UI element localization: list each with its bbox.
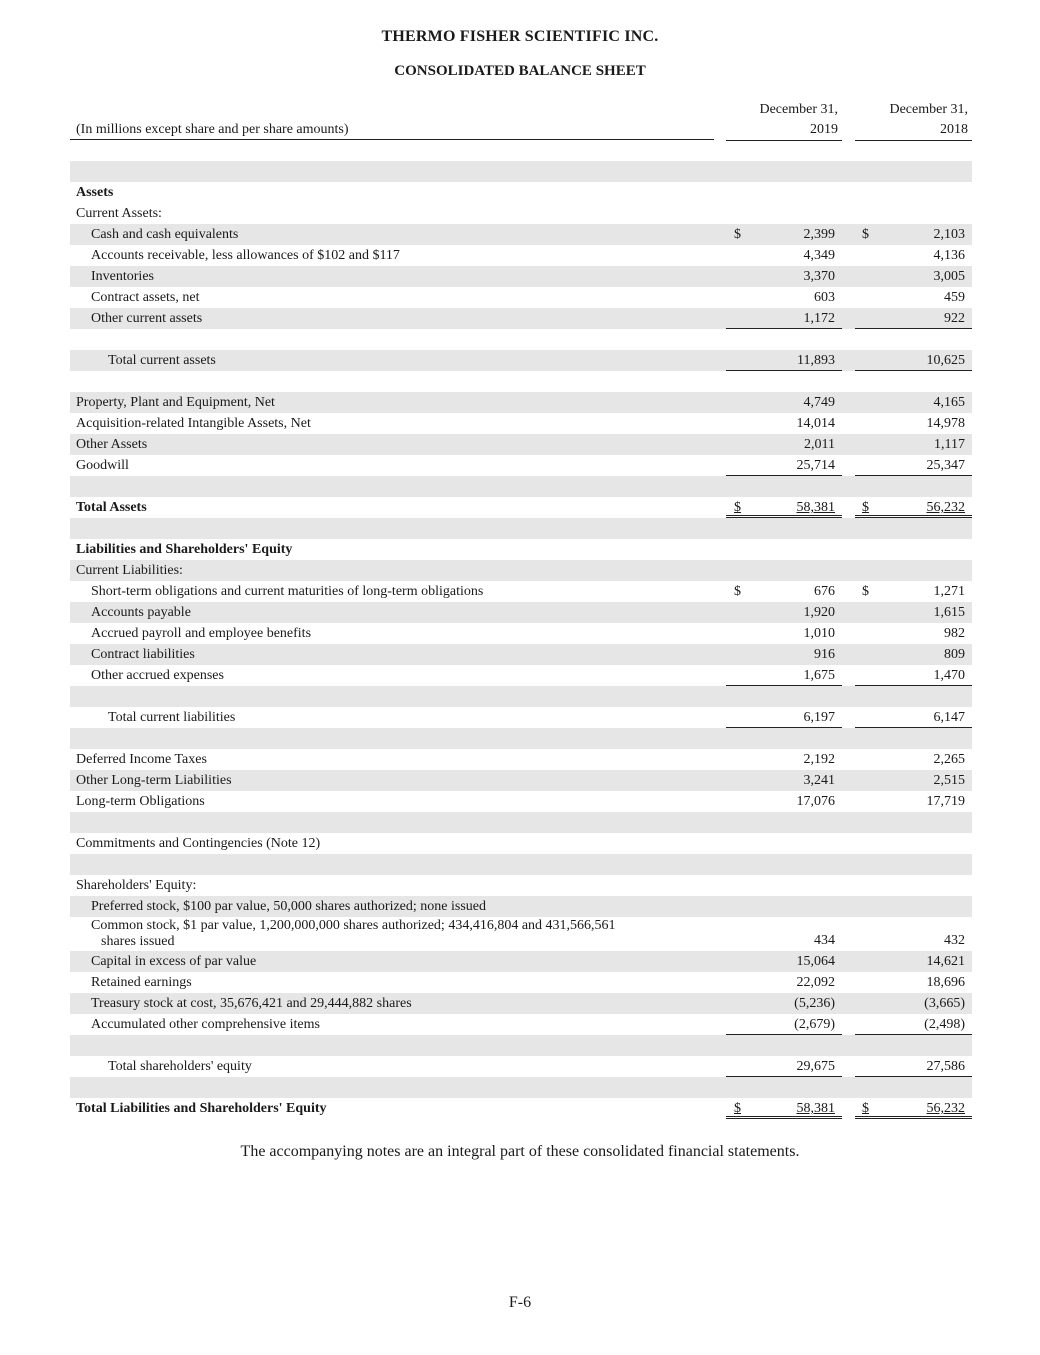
value-2019: 1,920 — [803, 605, 835, 620]
table-row — [70, 896, 972, 917]
value-2018: (3,665) — [924, 996, 965, 1011]
table-spacer-row — [70, 854, 972, 875]
value-2019: (5,236) — [794, 996, 835, 1011]
value-2019: 1,172 — [803, 311, 835, 326]
double-underline — [726, 1116, 842, 1119]
table-row — [70, 993, 972, 1014]
table-row — [70, 224, 972, 245]
table-row — [70, 203, 972, 224]
value-2019: 3,241 — [803, 773, 835, 788]
value-2018: (2,498) — [924, 1017, 965, 1032]
table-spacer-row — [70, 812, 972, 833]
table-row — [70, 749, 972, 770]
statement-title: CONSOLIDATED BALANCE SHEET — [394, 63, 646, 79]
row-label: Capital in excess of par value — [91, 954, 257, 969]
table-row — [70, 392, 972, 413]
table-row — [70, 917, 972, 951]
value-2019: 2,011 — [804, 437, 835, 452]
value-2018: 56,232 — [926, 500, 965, 515]
row-label: Total Assets — [76, 500, 147, 515]
row-label: Other current assets — [91, 311, 203, 326]
row-label: Accrued payroll and employee benefits — [91, 626, 312, 641]
table-spacer-row — [70, 686, 972, 707]
value-2018: 6,147 — [933, 710, 965, 725]
row-label: Accumulated other comprehensive items — [91, 1017, 320, 1032]
value-2019: 2,192 — [803, 752, 835, 767]
table-row — [70, 833, 972, 854]
value-2019: 11,893 — [797, 353, 835, 368]
table-row — [70, 1014, 972, 1035]
value-2018: 27,586 — [926, 1059, 965, 1074]
row-label: Commitments and Contingencies (Note 12) — [76, 836, 321, 851]
row-label: Assets — [76, 185, 114, 200]
row-label: Total current assets — [108, 353, 216, 368]
balance-sheet-table — [70, 161, 972, 1119]
footnote: The accompanying notes are an integral part of these consolidated financial statements. — [240, 1143, 800, 1160]
table-row — [70, 308, 972, 329]
table-row — [70, 413, 972, 434]
column-header-2018-line1: December 31, — [889, 102, 968, 117]
currency-symbol: $ — [862, 500, 869, 515]
table-spacer-row — [70, 1077, 972, 1098]
table-row — [70, 707, 972, 728]
table-row — [70, 972, 972, 993]
row-label: Current Assets: — [76, 206, 162, 221]
row-label: Total current liabilities — [108, 710, 236, 725]
value-2019: 14,014 — [796, 416, 835, 431]
value-2018: 982 — [944, 626, 965, 641]
currency-symbol: $ — [862, 227, 869, 242]
value-2018: 18,696 — [926, 975, 965, 990]
value-2019: 676 — [814, 584, 835, 599]
row-label: Treasury stock at cost, 35,676,421 and 29,444,882 shares — [91, 996, 412, 1011]
currency-symbol: $ — [862, 584, 869, 599]
table-spacer-row — [70, 476, 972, 497]
row-label — [91, 918, 691, 950]
row-label: Accounts receivable, less allowances of $102 and $117 — [91, 248, 400, 263]
value-2019: 4,749 — [803, 395, 835, 410]
units-note: (In millions except share and per share amounts) — [70, 120, 714, 140]
value-2019: (2,679) — [794, 1017, 835, 1032]
value-2018: 56,232 — [926, 1101, 965, 1116]
value-2018: 2,265 — [933, 752, 965, 767]
value-2019: 58,381 — [796, 500, 835, 515]
currency-symbol: $ — [734, 500, 741, 515]
row-label: Property, Plant and Equipment, Net — [76, 395, 275, 410]
row-label: Contract assets, net — [91, 290, 200, 305]
row-label: Inventories — [91, 269, 154, 284]
row-label: Goodwill — [76, 458, 129, 473]
row-label-line2: shares issued — [101, 934, 175, 949]
currency-symbol: $ — [734, 584, 741, 599]
currency-symbol: $ — [734, 227, 741, 242]
table-row — [70, 182, 972, 203]
value-2019: 25,714 — [796, 458, 835, 473]
row-label: Long-term Obligations — [76, 794, 205, 809]
value-2018: 14,978 — [926, 416, 965, 431]
table-row — [70, 951, 972, 972]
value-2018: 3,005 — [933, 269, 965, 284]
value-2018: 14,621 — [926, 954, 965, 969]
row-label: Liabilities and Shareholders' Equity — [76, 542, 293, 557]
column-header-2018-line2: 2018 — [940, 122, 968, 137]
row-label: Current Liabilities: — [76, 563, 183, 578]
table-row — [70, 287, 972, 308]
row-label: Short-term obligations and current maturities of long-term obligations — [91, 584, 484, 599]
table-row — [70, 623, 972, 644]
table-row — [70, 875, 972, 896]
currency-symbol: $ — [734, 1101, 741, 1116]
table-row — [70, 539, 972, 560]
table-row — [70, 581, 972, 602]
table-row — [70, 644, 972, 665]
value-2018: 1,117 — [934, 437, 965, 452]
row-label: Total Liabilities and Shareholders' Equity — [76, 1101, 327, 1116]
value-2018: 459 — [944, 290, 965, 305]
table-spacer-row — [70, 371, 972, 392]
row-label: Accounts payable — [91, 605, 191, 620]
value-2019: 58,381 — [796, 1101, 835, 1116]
value-2019: 22,092 — [796, 975, 835, 990]
value-2018: 10,625 — [926, 353, 965, 368]
table-row — [70, 350, 972, 371]
row-label-line1: Common stock, $1 par value, 1,200,000,000 shares authorized; 434,416,804 and 431,566,561 — [91, 918, 616, 933]
value-2018: 432 — [944, 933, 965, 948]
table-spacer-row — [70, 161, 972, 182]
column-header-2019-line1: December 31, — [759, 102, 838, 117]
table-row — [70, 791, 972, 812]
table-row — [70, 266, 972, 287]
table-row — [70, 665, 972, 686]
page-number: F-6 — [508, 1294, 532, 1311]
value-2018: 4,136 — [933, 248, 965, 263]
table-row — [70, 1098, 972, 1119]
value-2018: 1,470 — [933, 668, 965, 683]
table-row — [70, 245, 972, 266]
value-2018: 1,271 — [933, 584, 965, 599]
value-2018: 25,347 — [926, 458, 965, 473]
row-label: Other Long-term Liabilities — [76, 773, 232, 788]
row-label: Shareholders' Equity: — [76, 878, 197, 893]
table-spacer-row — [70, 1035, 972, 1056]
value-2019: 1,675 — [803, 668, 835, 683]
value-2019: 2,399 — [803, 227, 835, 242]
table-spacer-row — [70, 728, 972, 749]
table-row — [70, 1056, 972, 1077]
row-label: Contract liabilities — [91, 647, 195, 662]
table-row — [70, 560, 972, 581]
row-label: Retained earnings — [91, 975, 192, 990]
value-2019: 1,010 — [803, 626, 835, 641]
column-header-2019-line2: 2019 — [810, 122, 838, 137]
value-2018: 4,165 — [933, 395, 965, 410]
value-2019: 4,349 — [803, 248, 835, 263]
value-2019: 3,370 — [803, 269, 835, 284]
table-row — [70, 497, 972, 518]
table-row — [70, 602, 972, 623]
table-row — [70, 770, 972, 791]
value-2019: 603 — [814, 290, 835, 305]
table-row — [70, 434, 972, 455]
value-2018: 17,719 — [926, 794, 965, 809]
table-row — [70, 455, 972, 476]
value-2018: 922 — [944, 311, 965, 326]
value-2019: 17,076 — [796, 794, 835, 809]
value-2019: 29,675 — [796, 1059, 835, 1074]
double-underline — [855, 1116, 972, 1119]
value-2019: 15,064 — [796, 954, 835, 969]
value-2018: 2,103 — [933, 227, 965, 242]
row-label: Preferred stock, $100 par value, 50,000 shares authorized; none issued — [91, 899, 486, 914]
value-2019: 6,197 — [803, 710, 835, 725]
value-2018: 2,515 — [933, 773, 965, 788]
value-2018: 809 — [944, 647, 965, 662]
row-label: Deferred Income Taxes — [76, 752, 207, 767]
company-name: THERMO FISHER SCIENTIFIC INC. — [381, 28, 659, 45]
value-2019: 434 — [814, 933, 835, 948]
column-header-2019 — [726, 100, 842, 141]
currency-symbol: $ — [862, 1101, 869, 1116]
table-header — [70, 100, 972, 140]
row-label: Cash and cash equivalents — [91, 227, 239, 242]
value-2018: 1,615 — [933, 605, 965, 620]
row-label: Other Assets — [76, 437, 148, 452]
column-header-2018 — [855, 100, 972, 141]
value-2019: 916 — [814, 647, 835, 662]
table-spacer-row — [70, 518, 972, 539]
row-label: Other accrued expenses — [91, 668, 224, 683]
table-spacer-row — [70, 329, 972, 350]
row-label: Total shareholders' equity — [108, 1059, 252, 1074]
row-label: Acquisition-related Intangible Assets, Net — [76, 416, 311, 431]
